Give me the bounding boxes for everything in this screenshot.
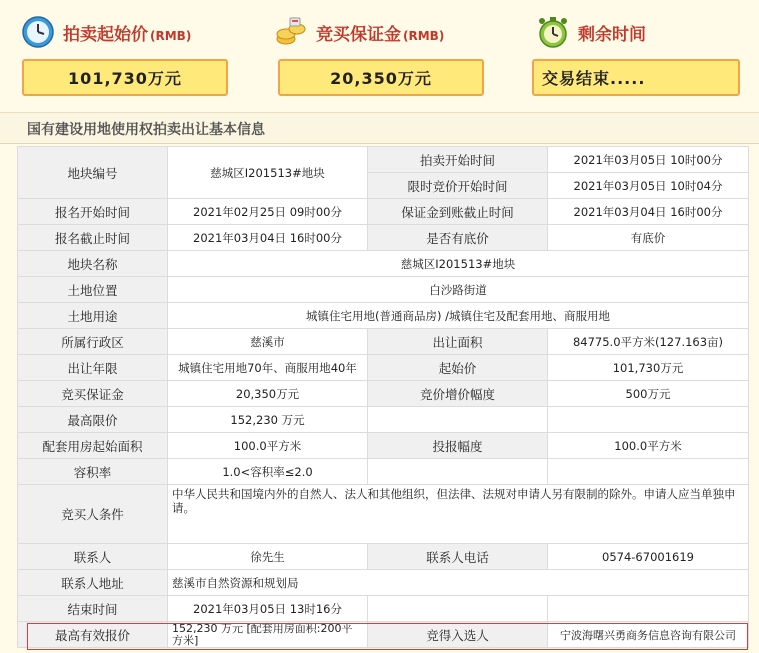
district-label: 所属行政区	[18, 329, 168, 355]
empty-cell	[548, 596, 749, 622]
location-label: 土地位置	[18, 277, 168, 303]
winner-value: 宁波海曙兴勇商务信息咨询有限公司	[548, 622, 749, 648]
table-row	[18, 225, 749, 251]
empty-cell	[368, 596, 548, 622]
empty-cell	[548, 407, 749, 433]
time-left-header	[536, 14, 646, 50]
deposit-value: 20,350万元	[278, 59, 484, 96]
end-time-label: 结束时间	[18, 596, 168, 622]
section-title: 国有建设用地使用权拍卖出让基本信息	[27, 122, 265, 138]
area-value: 84775.0平方米(127.163亩)	[548, 329, 749, 355]
time-left-title: 剩余时间	[578, 24, 646, 45]
table-row	[18, 355, 749, 381]
parcel-no-label: 地块编号	[18, 147, 168, 199]
far-label: 容积率	[18, 459, 168, 485]
table-row	[18, 570, 749, 596]
alarm-clock-icon	[536, 15, 570, 49]
district-value: 慈溪市	[168, 329, 368, 355]
table-row	[18, 147, 749, 173]
use-label: 土地用途	[18, 303, 168, 329]
area-label: 出让面积	[368, 329, 548, 355]
term-label: 出让年限	[18, 355, 168, 381]
start-price-title: 拍卖起始价 (RMB)	[63, 24, 192, 45]
top-bid-label: 最高有效报价	[18, 622, 168, 648]
conditions-value: 中华人民共和国境内外的自然人、法人和其他组织，但法律、法规对申请人另有限制的除外。申请人应当单独申请。	[168, 485, 749, 544]
support-area-value: 100.0平方米	[168, 433, 368, 459]
increment-label: 竞价增价幅度	[368, 381, 548, 407]
start-price-cell: 101,730万元	[548, 355, 749, 381]
term-value: 城镇住宅用地70年、商服用地40年	[168, 355, 368, 381]
table-row	[18, 485, 749, 544]
table-row	[18, 407, 749, 433]
contact-value: 徐先生	[168, 544, 368, 570]
limited-bid-start-value: 2021年03月05日 10时04分	[548, 173, 749, 199]
location-value: 白沙路街道	[168, 277, 749, 303]
reg-end-value: 2021年03月04日 16时00分	[168, 225, 368, 251]
table-row	[18, 381, 749, 407]
end-time-value: 2021年03月05日 13时16分	[168, 596, 368, 622]
contact-label: 联系人	[18, 544, 168, 570]
reg-start-label: 报名开始时间	[18, 199, 168, 225]
table-row	[18, 459, 749, 485]
table-row	[18, 544, 749, 570]
deposit-deadline-label: 保证金到账截止时间	[368, 199, 548, 225]
start-price-header	[21, 14, 191, 50]
deposit-cell: 20,350万元	[168, 381, 368, 407]
phone-value: 0574-67001619	[548, 544, 749, 570]
table-row	[18, 433, 749, 459]
max-price-label: 最高限价	[18, 407, 168, 433]
time-left-value: 交易结束.....	[532, 59, 740, 96]
deposit-label: 竞买保证金	[18, 381, 168, 407]
name-label: 地块名称	[18, 251, 168, 277]
table-row	[18, 277, 749, 303]
clock-icon	[21, 15, 55, 49]
bid-step-label: 投报幅度	[368, 433, 548, 459]
empty-cell	[368, 459, 548, 485]
winner-label: 竞得入选人	[368, 622, 548, 648]
auction-start-value: 2021年03月05日 10时00分	[548, 147, 749, 173]
table-row	[18, 199, 749, 225]
reg-end-label: 报名截止时间	[18, 225, 168, 251]
phone-label: 联系人电话	[368, 544, 548, 570]
far-value: 1.0<容积率≤2.0	[168, 459, 368, 485]
address-value: 慈溪市自然资源和规划局	[168, 570, 749, 596]
table-row	[18, 596, 749, 622]
reg-start-value: 2021年02月25日 09时00分	[168, 199, 368, 225]
table-row	[18, 251, 749, 277]
info-table	[17, 146, 749, 648]
max-price-value: 152,230 万元	[168, 407, 368, 433]
empty-cell	[368, 407, 548, 433]
coins-icon	[274, 15, 308, 49]
limited-bid-start-label: 限时竞价开始时间	[368, 173, 548, 199]
summary-bar	[0, 0, 759, 110]
increment-value: 500万元	[548, 381, 749, 407]
table-row	[18, 622, 749, 648]
top-bid-value: 152,230 万元 [配套用房面积:200平方米]	[168, 622, 368, 648]
table-row	[18, 303, 749, 329]
deposit-title: 竞买保证金 (RMB)	[316, 24, 445, 45]
start-price-value: 101,730万元	[22, 59, 228, 96]
section-header	[0, 112, 759, 144]
table-row	[18, 329, 749, 355]
deposit-deadline-value: 2021年03月04日 16时00分	[548, 199, 749, 225]
empty-cell	[548, 459, 749, 485]
parcel-no-value: 慈城区I201513#地块	[168, 147, 368, 199]
address-label: 联系人地址	[18, 570, 168, 596]
bid-step-value: 100.0平方米	[548, 433, 749, 459]
support-area-label: 配套用房起始面积	[18, 433, 168, 459]
reserve-value: 有底价	[548, 225, 749, 251]
name-value: 慈城区I201513#地块	[168, 251, 749, 277]
deposit-header	[274, 14, 444, 50]
start-price-label: 起始价	[368, 355, 548, 381]
auction-start-label: 拍卖开始时间	[368, 147, 548, 173]
conditions-label: 竞买人条件	[18, 485, 168, 544]
reserve-label: 是否有底价	[368, 225, 548, 251]
use-value: 城镇住宅用地(普通商品房) /城镇住宅及配套用地、商服用地	[168, 303, 749, 329]
